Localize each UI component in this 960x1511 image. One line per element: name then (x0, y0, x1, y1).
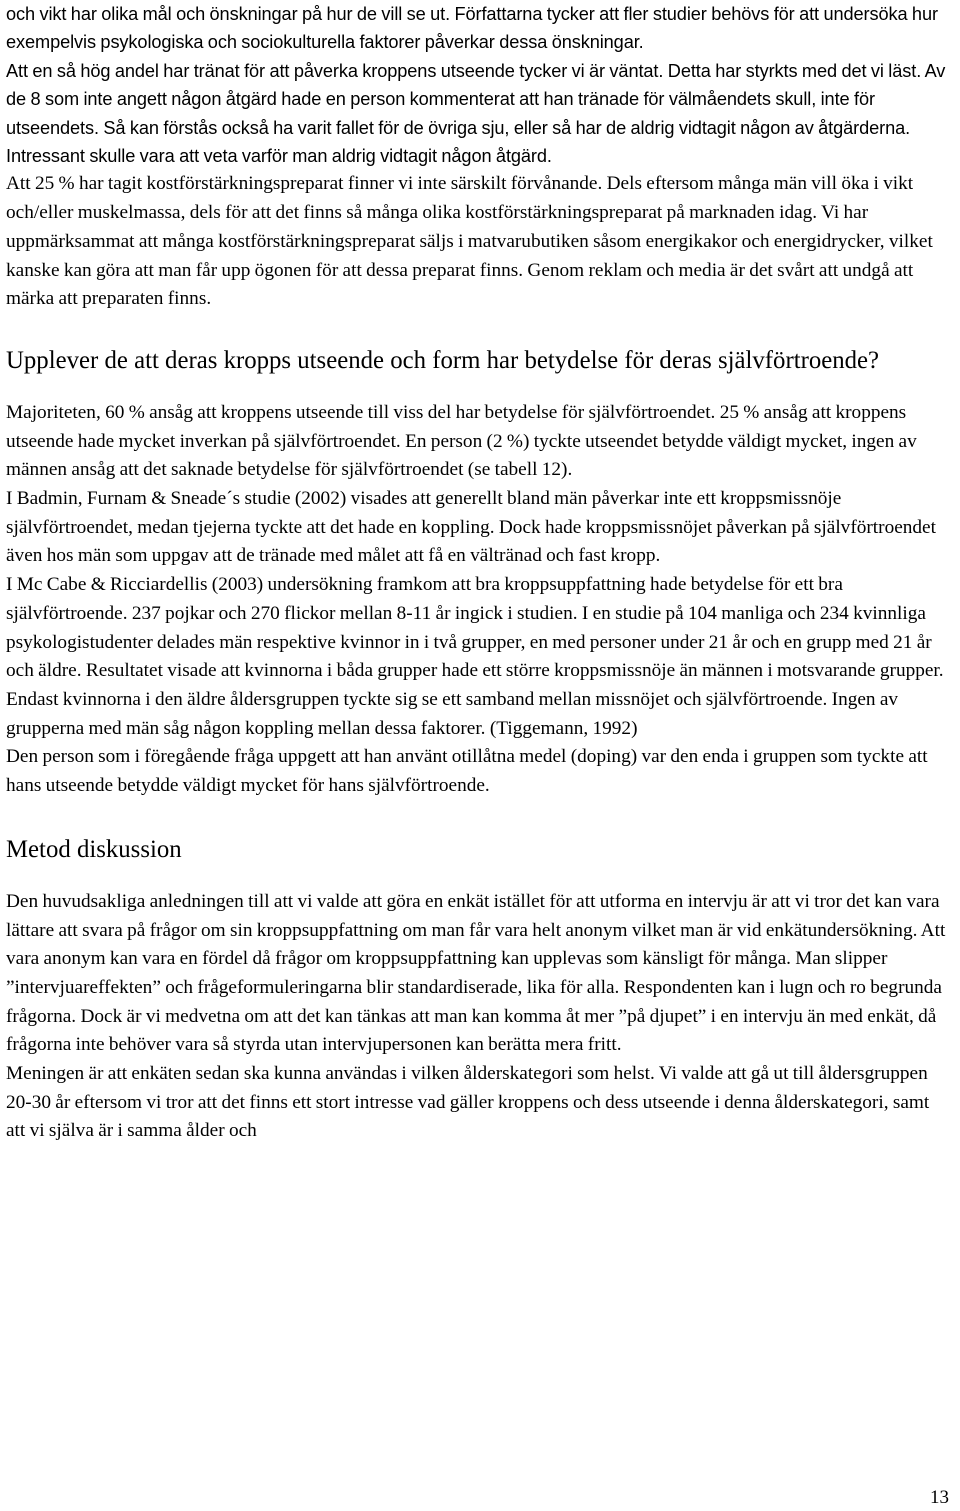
paragraph: Att en så hög andel har tränat för att påverka kroppens utseende tycker vi är väntat. Detta har styrkts med det vi läst. Av de 8 som inte angett någon åtgärd hade en person kommenterat att han tränade för välmåendets skull, inte för utseendets. Så kan förstås också ha varit fallet för de övriga sju, eller så har de aldrig vidtagit någon av åtgärderna. Intressant skulle vara att veta varför man aldrig vidtagit någon åtgärd. (6, 60, 946, 167)
paragraph: Den person som i föregående fråga uppgett att han använt otillåtna medel (doping) var den enda i gruppen som tyckte att hans utseende betydde väldigt mycket för hans självförtroende. (6, 746, 928, 797)
paragraph: I Badmin, Furnam & Sneade´s studie (2002) visades att generellt bland män påverkar inte ett kroppsmissnöje självförtroendet, medan tjejerna tyckte att det hade en koppling. Dock hade kroppsmissnöjet påverkan på självförtroendet även hos män som uppgav att de tränade med målet att få en vältränad och fast kropp. (6, 488, 936, 567)
section-results-training (6, 0, 950, 314)
paragraph: Meningen är att enkäten sedan ska kunna användas i vilken ålderskategori som helst. Vi valde att gå ut till åldersgruppen 20-30 år eftersom vi tror att det finns ett stort intresse vad gäller kroppens och dess utseende i denna ålderskategori, samt att vi själva är i samma ålder och (6, 1063, 930, 1142)
paragraph: och vikt har olika mål och önskningar på hur de vill se ut. Författarna tycker att fler studier behövs för att undersöka hur exempelvis psykologiska och sociokulturella faktorer påverkar dessa önskningar. (6, 4, 938, 53)
page-number: 13 (930, 1487, 949, 1508)
paragraph: Majoriteten, 60 % ansåg att kroppens utseende till viss del har betydelse för självförtroendet. 25 % ansåg att kroppens utseende hade mycket inverkan på självförtroendet. En person (2 %) tyckte utseendet betydde väldigt mycket, ingen av männen ansåg att det saknade betydelse för självförtroendet (se tabell 12). (6, 401, 917, 481)
section-heading: Metod diskussion (6, 835, 182, 863)
paragraph: I Mc Cabe & Ricciardellis (2003) undersökning framkom att bra kroppsuppfattning hade betydelse för ett bra självförtroende. 237 pojkar och 270 flickor mellan 8-11 år ingick i studien. I en studie på 104 manliga och 234 kvinnliga psykologistudenter delades män respektive kvinnor in i två grupper, en med personer under 21 år och en grupp med 21 år och äldre. Resultatet visade att kvinnorna i båda grupper hade ett större kroppsmissnöje än männen i motsvarande grupper. Endast kvinnorna i den äldre åldersgruppen tyckte sig se ett samband mellan missnöjet och självförtroende. Ingen av grupperna med män såg någon koppling mellan dessa faktorer. (Tiggemann, 1992) (6, 574, 944, 739)
section-heading: Upplever de att deras kropps utseende och form har betydelse för deras självförtroende? (6, 346, 880, 374)
section-method-discussion (6, 833, 950, 1146)
document-body (6, 0, 950, 1146)
section-self-confidence (6, 344, 950, 801)
paragraph: Att 25 % har tagit kostförstärkningspreparat finner vi inte särskilt förvånande. Dels eftersom många män vill öka i vikt och/eller muskelmassa, dels för att det finns så många olika kostförstärkningspreparat på marknaden idag. Vi har uppmärksammat att många kostförstärkningspreparat säljs i matvarubutiken såsom energikakor och energidrycker, vilket kanske kan göra att man får upp ögonen för att dessa preparat finns. Genom reklam och media är det svårt att undgå att märka att preparaten finns. (6, 173, 933, 310)
paragraph: Den huvudsakliga anledningen till att vi valde att göra en enkät istället för att utforma en intervju är att vi tror det kan vara lättare att svara på frågor om sin kroppsuppfattning om man får vara helt anonym vilket man är vid enkätundersökning. Att vara anonym kan vara en fördel då frågor om kroppsuppfattning kan upplevas som känsligt för många. Man slipper ”intervjuareffekten” och frågeformuleringarna blir standardiserade, lika för alla. Respondenten kan i lugn och ro begrunda frågorna. Dock är vi medvetna om att det kan tänkas att man kan komma åt mer ”på djupet” i en intervju än med enkät, då frågorna inte behöver vara så styrda utan intervjupersonen kan berätta mera fritt. (6, 890, 946, 1056)
